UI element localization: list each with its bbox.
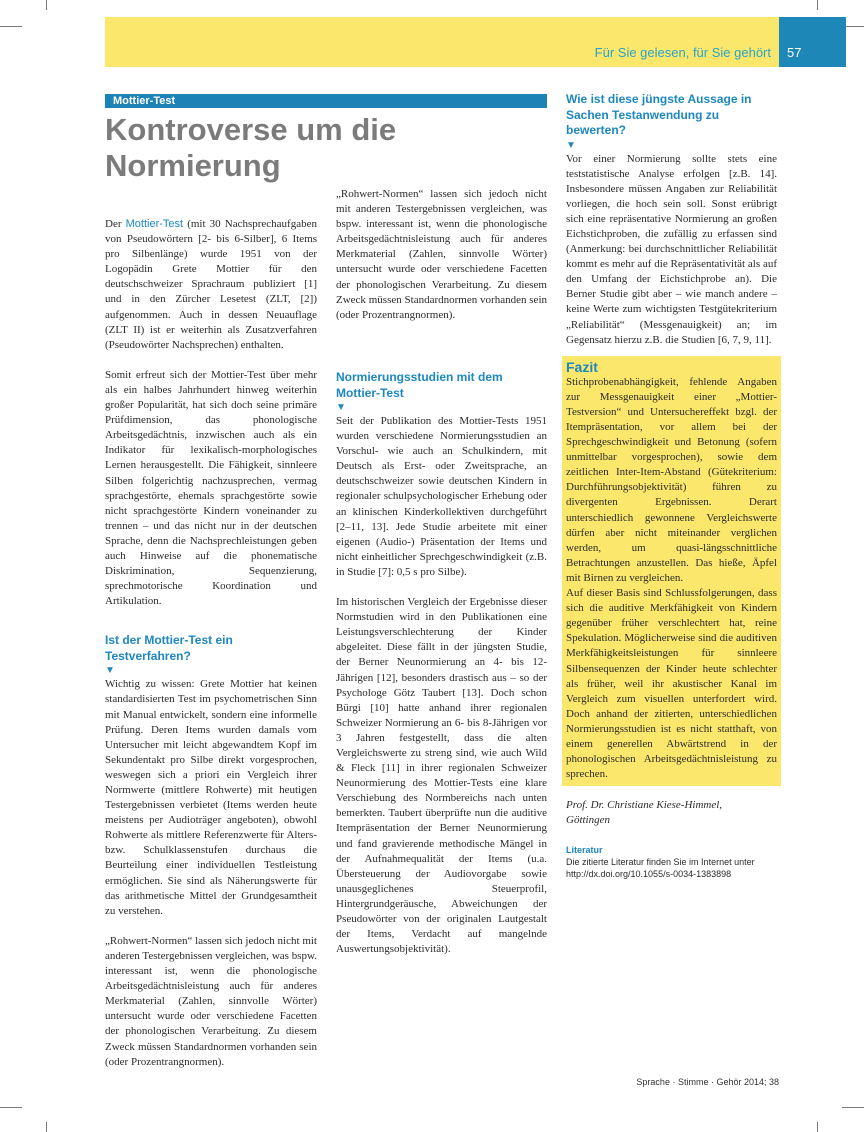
page-number-box [779, 17, 846, 67]
crop-mark [46, 0, 47, 10]
crop-mark [817, 0, 818, 10]
intro-lead: Der [105, 218, 126, 230]
literatur-text: Die zitierte Literatur finden Sie im Internet unter http://dx.doi.org/10.1055/s-0034-1383898 [566, 857, 755, 880]
intro-paragraph [105, 217, 317, 353]
column-1 [105, 217, 317, 1068]
triangle-icon: ▼ [105, 665, 115, 677]
category-tag: Mottier-Test [105, 94, 547, 108]
article-title: Kontroverse um die Normierung [105, 112, 397, 183]
column-3 [566, 92, 777, 880]
paragraph-rohwert-cont-text: „Rohwert-Normen“ lassen sich jedoch nicht mit anderen Testergebnissen vergleichen, was bspw. interessant ist, wenn die phonologische Arbeitsgedächtnisleistung auch für anderes Merkmaterial (Zahlen, sinnvolle Wörter) untersucht wurde oder verschiedene Facetten der phonologischen Verarbeitung. Zu diesem Zweck müssen Standardnormen vorhanden sein (oder Prozentrangnormen). [336, 188, 547, 321]
paragraph-normierung: Vor einer Normierung sollte stets eine teststatistische Analyse erfolgen [z.B. 14]. Insbesondere müssen Angaben zur Reliabilität vorliegen, die hoch sein soll. Sonst erübrigt sich eine repräsentative Normierung an großen Eichstichproben, die zufällig zu erfassen sind (Anmerkung: bei durchschnittlicher Reliabilität kommt es mehr auf die Repräsentativität als auf den Umfang der Eichstichprobe an). Die Berner Studie gibt aber – wie manch andere – keine Werte zum wichtigsten Testgütekriterium „Reliabilität“ (Messgenauigkeit) an; im Gegensatz hierzu z.B. die Studien [6, 7, 9, 11]. [566, 152, 777, 346]
crop-mark [46, 1122, 47, 1132]
fazit-box [562, 356, 781, 787]
heading-testverfahren: Ist der Mottier-Test ein Testverfahren? [105, 633, 233, 663]
crop-mark [817, 1122, 818, 1132]
heading-aussage: Wie ist diese jüngste Aussage in Sachen Testanwendung zu bewerten? [566, 92, 752, 137]
header-section-title: Für Sie gelesen, für Sie gehört [594, 45, 771, 60]
paragraph-popularity: Somit erfreut sich der Mottier-Test über mehr als ein halbes Jahrhundert hinweg weiterhin großer Popularität, hat sich doch seine primäre Prüfdimension, das phonologische Arbeitsgedächtnis, inzwischen auch als ein Indikator für lexikalisch-morphologisches Lernen herausgestellt. Die Fähigkeit, sinnleere Silben folgerichtig nachzusprechen, vermag sprachgestörte, ehemals sprachgestörte sowie nicht sprachgestörte Kindern voneinander zu trennen – und das nicht nur in der deutschen Sprache, denn die Nachsprechleistungen geben auch Hinweise auf die phonematische Diskrimination, Sequenzierung, sprechmotorische Koordination und Artikulation. [105, 368, 317, 608]
fazit-paragraph-2: Auf dieser Basis sind Schlussfolgerungen, dass sich die auditive Merkfähigkeit von Kindern gegenüber früher verschlechtert hat, reine Spekulation. Möglicherweise sind die auditiven Merkfähigkeitsleistungen für sinnleere Silbensequenzen der Kinder heute schlechter als früher, weil ihr akustischer Kanal im Vergleich zum visuellen unterfordert wird. Doch anhand der zitierten, unterschiedlichen Normierungsstudien ist es nicht statthaft, von einem generellen Abwärtstrend in der phonologischen Arbeitsgedächtnisleistung zu sprechen. [566, 587, 777, 781]
header-bar [105, 17, 779, 67]
crop-mark [0, 26, 22, 27]
page-number: 57 [787, 45, 802, 60]
journal-footer: Sprache · Stimme · Gehör 2014; 38 [636, 1077, 779, 1087]
fazit-title: Fazit [566, 358, 598, 375]
fazit-paragraph-1: Stichprobenabhängigkeit, fehlende Angaben zur Messgenauigkeit einer „Mottier-Testversion“ und Untersuchereffekt bzgl. der Itempräsentation, vor allem bei der Sprechgeschwindigkeit und Betonung (sofern unmittelbar vorgesprochen), sowie dem zeitlichen Inter-Item-Abstand (Gütekriterium: Durchführungsobjektivität) führen zu divergenten Ergebnissen. Derart unterschiedlich gewonnene Vergleichswerte dürfen aber nicht miteinander verglichen werden, um quasi-längsschnittliche Betrachtungen anzustellen. Das hieße, Äpfel mit Birnen zu vergleichen. [566, 375, 777, 584]
paragraph-wichtig: Wichtig zu wissen: Grete Mottier hat keinen standardisierten Test im psychometrischen Sinn mit Manual entwickelt, sondern eine informelle Prüfung. Deren Items wurden damals vom Untersucher mit leicht abgewandtem Kopf im Sekundentakt pro Silbe direkt vorgesprochen, weswegen sich a priori ein Vergleich ihrer Normwerte (mittlere Rohwerte) mit heutigen Testergebnissen verbietet (Items werden heute meistens per Audioträger angeboten), obwohl Rohwerte als mittlere Referenzwerte für Alters- bzw. Schulklassenstufen durchaus die Beurteilung einer individuellen Testleistung ermöglichen. Sie sind als Näherungswerte für das arithmetische Mittel der Grundgesamtheit zu verstehen. [105, 678, 317, 917]
literatur-heading: Literatur [566, 845, 603, 856]
heading-normierungsstudien: Normierungsstudien mit dem Mottier-Test [336, 370, 503, 400]
paragraph-publikation: Seit der Publikation des Mottier-Tests 1951 wurden verschiedene Normierungsstudien an Vorschul- wie auch an Schulkindern, mit Deutsch als Erst- oder Zweitsprache, an deutschschweizer sowie deutschen Kindern in regionaler schulpsychologischer Erhebung oder an klinischen Kinderkollektiven durchgeführt [2–11, 13]. Jede Studie arbeitete mit einer eigenen (Audio-) Präsentation der Items und nicht einheitlicher Sprechgeschwindigkeit (z.B. in Studie [7]: 0,5 s pro Silbe). [336, 415, 547, 578]
crop-mark [842, 1107, 864, 1108]
paragraph-rohwert-continued [336, 188, 547, 337]
paragraph-rohwert: „Rohwert-Normen“ lassen sich jedoch nicht mit anderen Testergebnissen vergleichen, was bspw. interessant ist, wenn die phonologische Arbeitsgedächtnisleistung auch für anderes Merkmaterial (Zahlen, sinnvolle Wörter) untersucht wurde oder verschiedene Facetten der phonologischen Verarbeitung. Zu diesem Zweck müssen Standardnormen vorhanden sein (oder Prozentrangnormen). [105, 934, 317, 1068]
column-2 [336, 188, 547, 957]
author-city: Göttingen [566, 814, 610, 827]
paragraph-vergleich: Im historischen Vergleich der Ergebnisse dieser Normstudien wird in den Publikationen eine Leistungsverschlechterung der Kinder abgeleitet. Diese fällt in der jüngsten Studie, der Berner Neunormierung an 4- bis 12-Jährigen [12], besonders drastisch aus – so der Psychologe Götz Taubert [13]. Doch schon Bürgi [10] hatte anhand ihrer regionalen Schweizer Normierung an 6- bis 8-Jährigen vor 3 Jahren festgestellt, dass die alten Vergleichswerte zu streng sind, wie auch Wild & Fleck [11] in ihrer regionalen Schweizer Neunormierung des Mottier-Tests eine klare Verschiebung des Normbereichs nach unten bemerkten. Taubert überprüfte nun die auditive Itempräsentation der Berner Neunormierung und fand gravierende methodische Mängel in der Aufnahmequalität der Items (u.a. Übersteuerung der Audiovorgabe sowie unausgeglichenes Steuerprofil, Hintergrundgeräusche, Abweichungen der Pseudowörter von der originalen Lautgestalt der Items, Verdacht auf mangelnde Auswertungsobjektivität). [336, 596, 547, 956]
intro-rest: (mit 30 Nachsprechaufgaben von Pseudowörtern [2- bis 6-Silber], 6 Items pro Silbenlänge) wurde 1951 von der Logopädin Grete Mottier für den deutschschweizer Sprachraum publiziert [1] und in den Zürcher Lesetest (ZLT, [2]) aufgenommen. Auch in dessen Neuauflage (ZLT II) ist er weiterhin als Zusatzverfahren (Pseudowörter Nachsprechen) enthalten. [105, 218, 317, 351]
triangle-icon: ▼ [566, 139, 576, 151]
triangle-icon: ▼ [336, 402, 346, 413]
intro-highlight: Mottier-Test [125, 218, 184, 230]
crop-mark [0, 1107, 22, 1108]
author-name: Prof. Dr. Christiane Kiese-Himmel, [566, 799, 723, 812]
